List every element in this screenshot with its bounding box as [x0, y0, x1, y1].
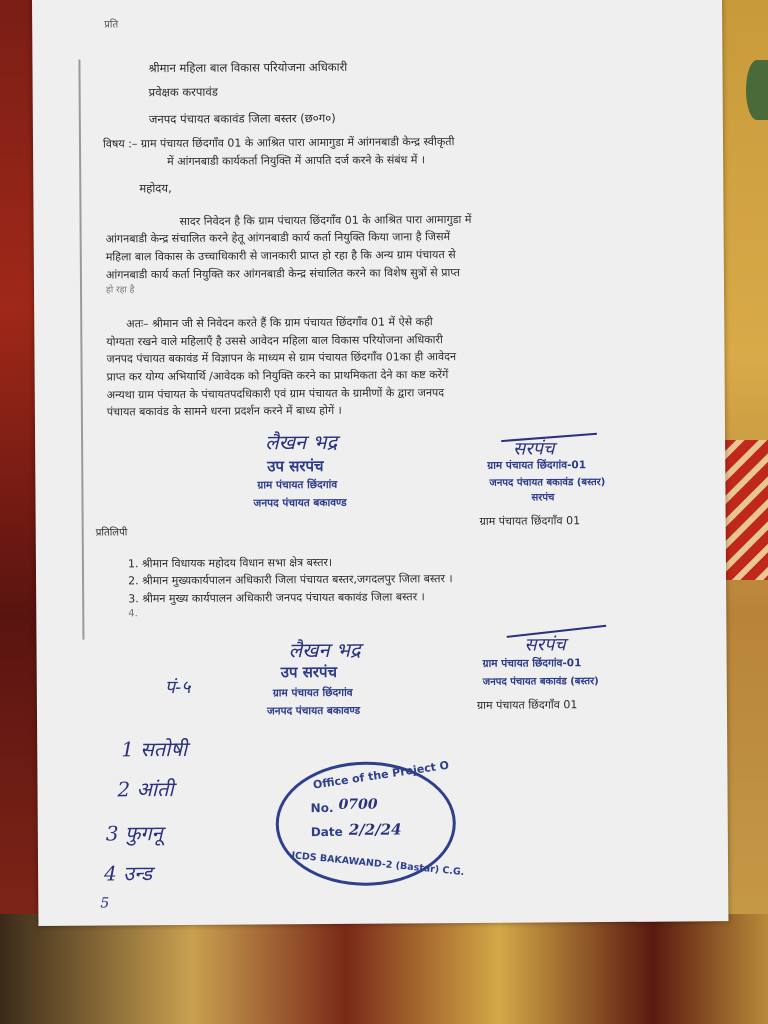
para1-line-1: सादर निवेदन है कि ग्राम पंचायत छिंदगाँव 01 के आश्रित पारा आमागुडा में — [179, 212, 472, 228]
margin-line — [78, 60, 84, 640]
para1-line-2: आंगनबाडी केन्द्र संचालित करने हेतू आंगनबाडी कार्य कर्ता नियुक्ति किया जाना है जिसमें — [105, 230, 451, 246]
sarpanch-signature: सरपंच — [513, 438, 555, 460]
upsarpanch-panchayat: ग्राम पंचायत छिंदगांव — [257, 478, 338, 492]
upsarpanch-title: उप सरपंच — [267, 456, 324, 476]
subject-line-1: विषय :– ग्राम पंचायत छिंदगाँव 01 के आश्रित पारा आमागुडा में आंगनबाडी केन्द्र स्वीकृती — [102, 135, 455, 151]
handwritten-item-1: 1 सतोषी — [121, 736, 188, 762]
sarpanch-panchayat-2: ग्राम पंचायत छिंदगांव-01 — [482, 657, 582, 670]
handwritten-item-3: 3 फुगनू — [105, 821, 163, 846]
stamp-top-text: Office of the Project O — [312, 758, 450, 792]
para2-line-1: अतः– श्रीमान जी से निवेदन करते हैं कि ग्राम पंचायत छिंदगाँव 01 में ऐसे कही — [126, 315, 433, 331]
para1-line-3: महिला बाल विकास के उच्चाधिकारी से जानकारी प्राप्त हो रहा है कि अन्य ग्राम पंचायत से — [105, 248, 456, 264]
stamp-no-label: No. — [310, 800, 334, 816]
sarpanch-printed: ग्राम पंचायत छिंदगाँव 01 — [479, 514, 581, 528]
handwritten-item-2: 2 आंती — [117, 777, 174, 802]
sarpanch-printed-2: ग्राम पंचायत छिंदगाँव 01 — [476, 698, 578, 712]
para2-line-5: अन्यथा ग्राम पंचायत के पंचायतपदधिकारी एवं ग्राम पंचायत के ग्रामीणों के द्वारा जनपद — [106, 386, 445, 402]
addressee-line-2: प्रवेक्षक करपावंड — [148, 84, 218, 100]
stamp-date-value: 2/2/24 — [348, 820, 402, 839]
handwritten-p5: पं-५ — [164, 676, 191, 699]
sarpanch-title: सरपंच — [531, 492, 555, 504]
copy-item-3: 3. श्रीमन मुख्य कार्यपालन अधिकारी जनपद पंचायत बकावंड जिला बस्तर । — [128, 590, 425, 606]
addressee-line-3: जनपद पंचायत बकावंड जिला बस्तर (छ०ग०) — [148, 110, 336, 127]
copy-item-4: 4. — [128, 608, 138, 620]
para2-line-6: पंचायत बकावंड के सामने धरना प्रदर्शन करने में बाध्य होगें । — [106, 403, 342, 419]
leaf-object — [746, 60, 768, 120]
para2-line-3: जनपद पंचायत बकावंड में विज्ञापन के माध्यम से ग्राम पंचायत छिंदगाँव 01का ही आवेदन — [106, 350, 457, 366]
handwritten-item-4: 4 उन्ड — [104, 861, 153, 886]
copy-label: प्रतिलिपी — [95, 527, 128, 539]
upsarpanch-signature: लैखन भद्र — [265, 429, 338, 455]
sarpanch-janpad: जनपद पंचायत बकावंड (बस्तर) — [489, 477, 606, 489]
sarpanch-janpad-2: जनपद पंचायत बकावंड (बस्तर) — [482, 676, 599, 688]
upsarpanch-janpad: जनपद पंचायत बकावण्ड — [253, 496, 347, 510]
upsarpanch-signature-2: लैखन भद्र — [288, 637, 361, 663]
para1-line-5: हो रहा है — [105, 285, 135, 296]
copy-item-1: 1. श्रीमान विधायक महोदय विधान सभा क्षेत्र बस्तर। — [127, 555, 333, 571]
upsarpanch-janpad-2: जनपद पंचायत बकावण्ड — [266, 704, 361, 718]
upsarpanch-panchayat-2: ग्राम पंचायत छिंदगांव — [272, 686, 353, 700]
background-fabric-pattern — [722, 440, 768, 580]
sarpanch-signature-2: सरपंच — [524, 634, 566, 656]
salutation: महोदय, — [139, 181, 172, 196]
office-stamp — [275, 758, 465, 886]
copy-item-2: 2. श्रीमान मुख्यकार्यपालन अधिकारी जिला पंचायत बस्तर,जगदलपुर जिला बस्तर । — [128, 572, 453, 588]
stamp-bottom-text: ICDS BAKAWAND-2 (Bastar) C.G. — [290, 850, 465, 879]
para2-line-2: योग्यता रखने वाले महिलाएँ है उससे आवेदन महिला बाल विकास परियोजना अधिकारी — [106, 333, 443, 349]
upsarpanch-title-2: उप सरपंच — [280, 662, 338, 682]
stamp-no-value: 0700 — [338, 796, 378, 813]
sarpanch-panchayat: ग्राम पंचायत छिंदगांव-01 — [487, 459, 587, 472]
background-fabric-bottom — [0, 914, 768, 1024]
para1-line-4: आंगनबाडी कार्य कर्ता नियुक्ति कर आंगनबाडी केन्द्र संचालित करने का विशेष सुत्रों से प्राप्त — [105, 266, 461, 282]
to-label: प्रति — [104, 19, 119, 31]
para2-line-4: प्राप्त कर योग्य अभियार्थि /आवेदक को नियुक्ति करने का प्राथमिकता देने का कष्ट करेंगें — [106, 368, 449, 384]
letter-page — [32, 0, 728, 926]
addressee-line-1: श्रीमान महिला बाल विकास परियोजना अधिकारी — [148, 59, 348, 76]
subject-line-2: में आंगनबाडी कार्यकर्ता नियुक्ति में आपति दर्ज करने के संबंध में । — [167, 153, 426, 169]
handwritten-item-5: 5 — [100, 895, 110, 912]
stamp-date-label: Date — [310, 824, 343, 840]
